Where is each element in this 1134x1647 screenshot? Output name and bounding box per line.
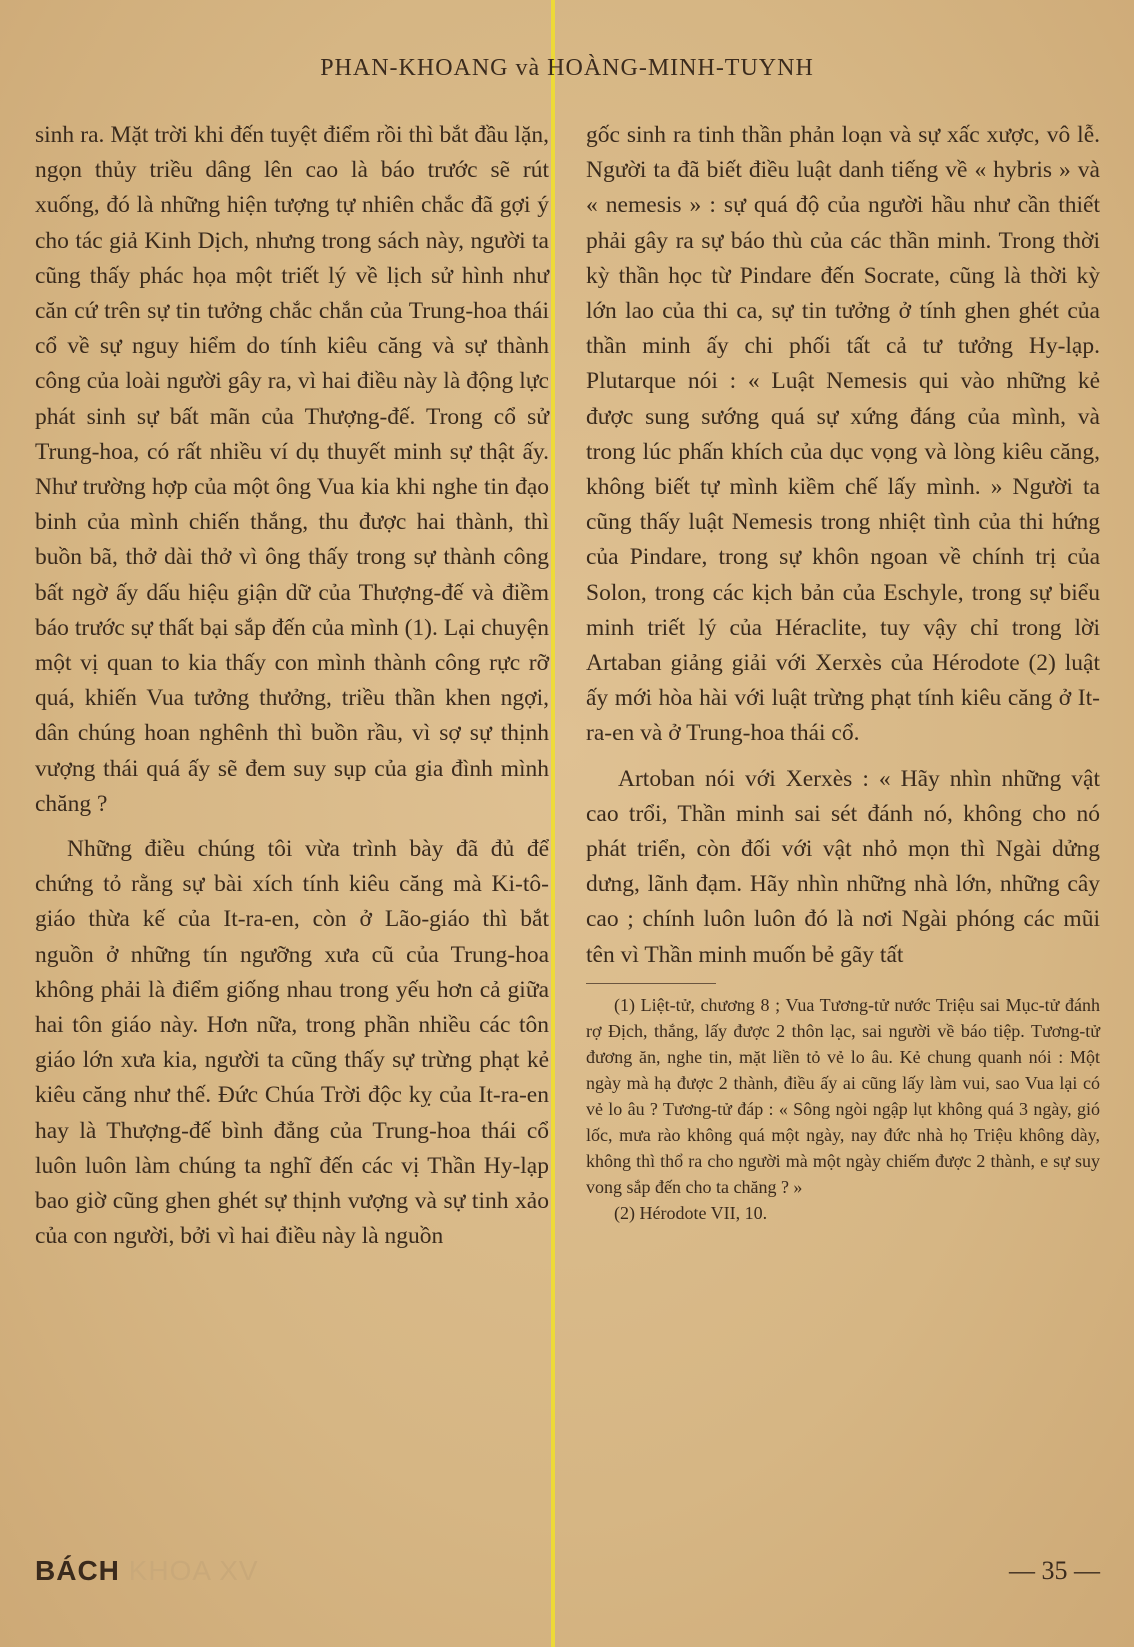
body-paragraph: Những điều chúng tôi vừa trình bày đã đủ để chứng tỏ rằng sự bài xích tính kiêu căng mà Ki-tô-giáo thừa kế của It-ra-en, còn ở Lão-giáo thì bắt nguồn ở những tín ngưỡng xưa cũ của Trung-hoa không phải là điểm giống nhau trong yếu hơn cả giữa hai tôn giáo này. Hơn nữa, trong phần nhiều các tôn giáo lớn xưa kia, người ta cũng thấy sự trừng phạt kẻ kiêu căng như thế. Đức Chúa Trời độc kỵ của It-ra-en hay là Thượng-đế bình đẳng của Trung-hoa thái cổ luôn luôn làm chúng ta nghĩ đến các vị Thần Hy-lạp bao giờ cũng ghen ghét sự thịnh vượng và sự tinh xảo của con người, bởi vì hai điều này là nguồn [35, 836, 549, 1250]
body-paragraph: sinh ra. Mặt trời khi đến tuyệt điểm rồi thì bắt đầu lặn, ngọn thủy triều dâng lên cao là báo trước sẽ rút xuống, đó là những hiện tượng tự nhiên chắc đã gợi ý cho tác giả Kinh Dịch, nhưng trong sách này, người ta cũng thấy phác họa một triết lý về lịch sử hình như căn cứ trên sự tin tưởng chắc chắn của Trung-hoa thái cổ về sự nguy hiểm do tính kiêu căng và sự thành công của loài người gây ra, vì hai điều này là động lực phát sinh sự bất mãn của Thượng-đế. Trong cổ sử Trung-hoa, có rất nhiều ví dụ thuyết minh sự thật ấy. Như trường hợp của một ông Vua kia khi nghe tin đạo binh của mình chiến thắng, thu được hai thành, thì buồn bã, thở dài thở vì ông thấy trong sự thành công bất ngờ ấy dấu hiệu giận dữ của Thượng-đế và điềm báo trước sự thất bại sắp đến của mình (1). Lại chuyện một vị quan to kia thấy con mình thành công rực rỡ quá, khiến Vua tưởng thưởng, triều thần khen ngợi, dân chúng hoan nghênh thì buồn rầu, vì sợ sự thịnh vượng thái quá ấy sẽ đem suy sụp của gia đình mình chăng ? [35, 122, 549, 817]
body-paragraph: gốc sinh ra tinh thần phản loạn và sự xấc xược, vô lễ. Người ta đã biết điều luật danh tiếng về « hybris » và « nemesis » : sự quá độ của người hầu như cần thiết phải gây ra sự báo thù của các thần minh. Trong thời kỳ thần học từ Pindare đến Socrate, cũng là thời kỳ lớn lao của thi ca, sự tin tưởng ở tính ghen ghét của thần minh ấy chi phối tất cả tư tưởng Hy-lạp. Plutarque nói : « Luật Nemesis qui vào những kẻ được sung sướng quá sự xứng đáng của mình, và trong lúc phấn khích của dục vọng và lòng kiêu căng, không biết tự mình kiềm chế lấy mình. » Người ta cũng thấy luật Nemesis trong nhiệt tình của thi hứng của Pindare, trong sự khôn ngoan về chính trị của Solon, trong các kịch bản của Eschyle, trong sự biểu minh triết lý của Héraclite, tuy vậy chỉ trong lời Artaban giảng giải với Xerxès của Hérodote (2) luật ấy mới hòa hài với luật trừng phạt tính kiêu căng ở It-ra-en và ở Trung-hoa thái cổ. [586, 122, 1100, 747]
magazine-name-faded: KHOA XV [128, 1555, 259, 1586]
body-paragraph: Artoban nói với Xerxès : « Hãy nhìn những vật cao trổi, Thần minh sai sét đánh nó, không cho nó phát triển, còn đối với vật nhỏ mọn thì Ngài dửng dưng, lãnh đạm. Hãy nhìn những nhà lớn, những cây cao ; chính luôn luôn đó là nơi Ngài phóng các mũi tên vì Thần minh muốn bẻ gãy tất [586, 765, 1100, 968]
footnote: (2) Hérodote VII, 10. [614, 1202, 768, 1223]
magazine-name [35, 1555, 259, 1587]
footnote-divider [586, 983, 716, 984]
page-number: — 35 — [1009, 1556, 1100, 1585]
footnote: (1) Liệt-tử, chương 8 ; Vua Tương-tử nước Triệu sai Mục-tử đánh rợ Địch, thắng, lấy được 2 thôn lạc, sai người về báo tiệp. Tương-tử đương ăn, nghe tin, mặt liền tỏ vẻ lo âu. Kẻ chung quanh nói : Một ngày mà hạ được 2 thành, điều ấy ai cũng lấy làm vui, sao Vua lại có vẻ lo âu ? Tương-tử đáp : « Sông ngòi ngập lụt không quá 3 ngày, gió lốc, mưa rào không quá một ngày, nay đức nhà họ Triệu không dày, không thì thổ ra cho người mà một ngày chiếm được 2 thành, e sự suy vong sắp đến cho ta chăng ? » [586, 994, 1100, 1197]
left-column [35, 118, 549, 1255]
page-fold-line [551, 0, 555, 1647]
magazine-name-text: BÁCH [35, 1555, 120, 1586]
right-column [586, 118, 1100, 1226]
running-header: PHAN-KHOANG và HOÀNG-MINH-TUYNH [320, 55, 814, 81]
